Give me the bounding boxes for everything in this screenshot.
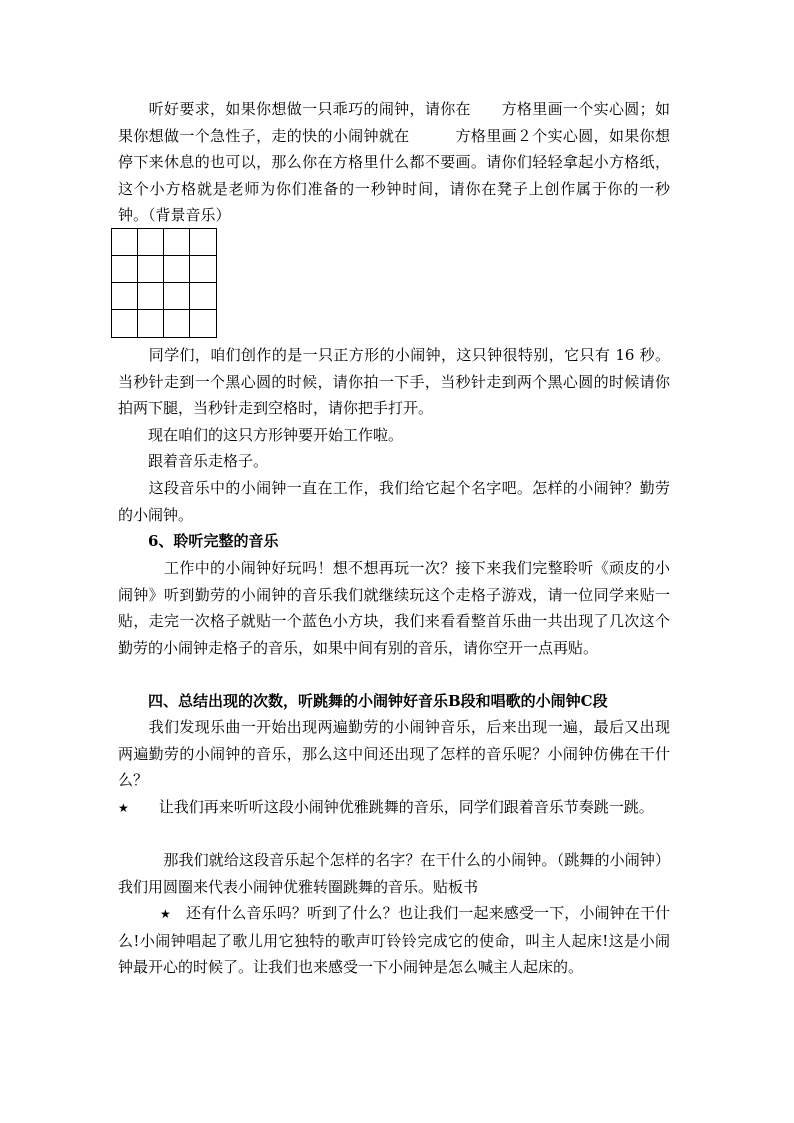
heading-summary: 四、总结出现的次数，听跳舞的小闹钟好音乐B段和唱歌的小闹钟C段 [118, 692, 608, 710]
paragraph-dance [118, 794, 670, 822]
square-grid-4x4 [111, 228, 217, 338]
paragraph-start-working: 现在咱们的这只方形钟要开始工作啦。 [118, 426, 404, 444]
heading-listen-full-music: 6、聆听完整的音乐 [118, 532, 279, 550]
paragraph-instructions: 听好要求，如果你想做一只乖巧的闹钟，请你在 方格里画一个实心圆；如果你想做一个急性子，走的快的小闹钟就在 方格里画２个实心圆，如果你想停下来休息的也可以，那么你在方格里什么都不要画。请你们轻轻拿起小方格纸，这个小方格就是老师为你们准备的一秒钟时间，请你在凳子上创作属于你的一秒钟。（背景音乐） [118, 100, 670, 224]
paragraph-naughty-clock: 工作中的小闹钟好玩吗！想不想再玩一次？接下来我们完整聆听《顽皮的小闹钟》听到勤劳的小闹钟的音乐我们就继续玩这个走格子游戏，请一位同学来贴一贴，走完一次格子就贴一个蓝色小方块，我们来看看整首乐曲一共出现了几次这个勤劳的小闹钟走格子的音乐，如果中间有别的音乐，请你空开一点再贴。 [118, 559, 670, 657]
paragraph-singing [118, 900, 670, 981]
paragraph-square-clock: 同学们，咱们创作的是一只正方形的小闹钟，这只钟很特别，它只有 16 秒。当秒针走到一个黑心圆的时候，请你拍一下手，当秒针走到两个黑心圆的时候请你拍两下腿，当秒针走到空格时，请你把手打开。 [118, 346, 670, 417]
star-icon: ★ [118, 801, 129, 815]
paragraph-dance-name: 那我们就给这段音乐起个怎样的名字？在干什么的小闹钟。（跳舞的小闹钟）我们用圆圈来代表小闹钟优雅转圈跳舞的音乐。贴板书 [118, 851, 670, 896]
paragraph-dance-text: 让我们再来听听这段小闹钟优雅跳舞的音乐，同学们跟着音乐节奏跳一跳。 [128, 798, 654, 816]
paragraph-music-analysis: 我们发现乐曲一开始出现两遍勤劳的小闹钟音乐，后来出现一遍，最后又出现两遍勤劳的小闹钟的音乐，那么这中间还出现了怎样的音乐呢？小闹钟仿佛在干什么？ [118, 718, 670, 789]
paragraph-diligent-clock: 这段音乐中的小闹钟一直在工作，我们给它起个名字吧。怎样的小闹钟？勤劳的小闹钟。 [118, 479, 670, 524]
star-icon: ★ [160, 907, 171, 921]
paragraph-walk-grid: 跟着音乐走格子。 [118, 452, 269, 470]
paragraph-singing-text: 还有什么音乐吗？听到了什么？也让我们一起来感受一下，小闹钟在干什么!小闹钟唱起了歌儿用它独特的歌声叮铃铃完成它的使命，叫主人起床!这是小闹钟最开心的时候了。让我们也来感受一下小闹钟是怎么喊主人起床的。 [118, 904, 670, 976]
